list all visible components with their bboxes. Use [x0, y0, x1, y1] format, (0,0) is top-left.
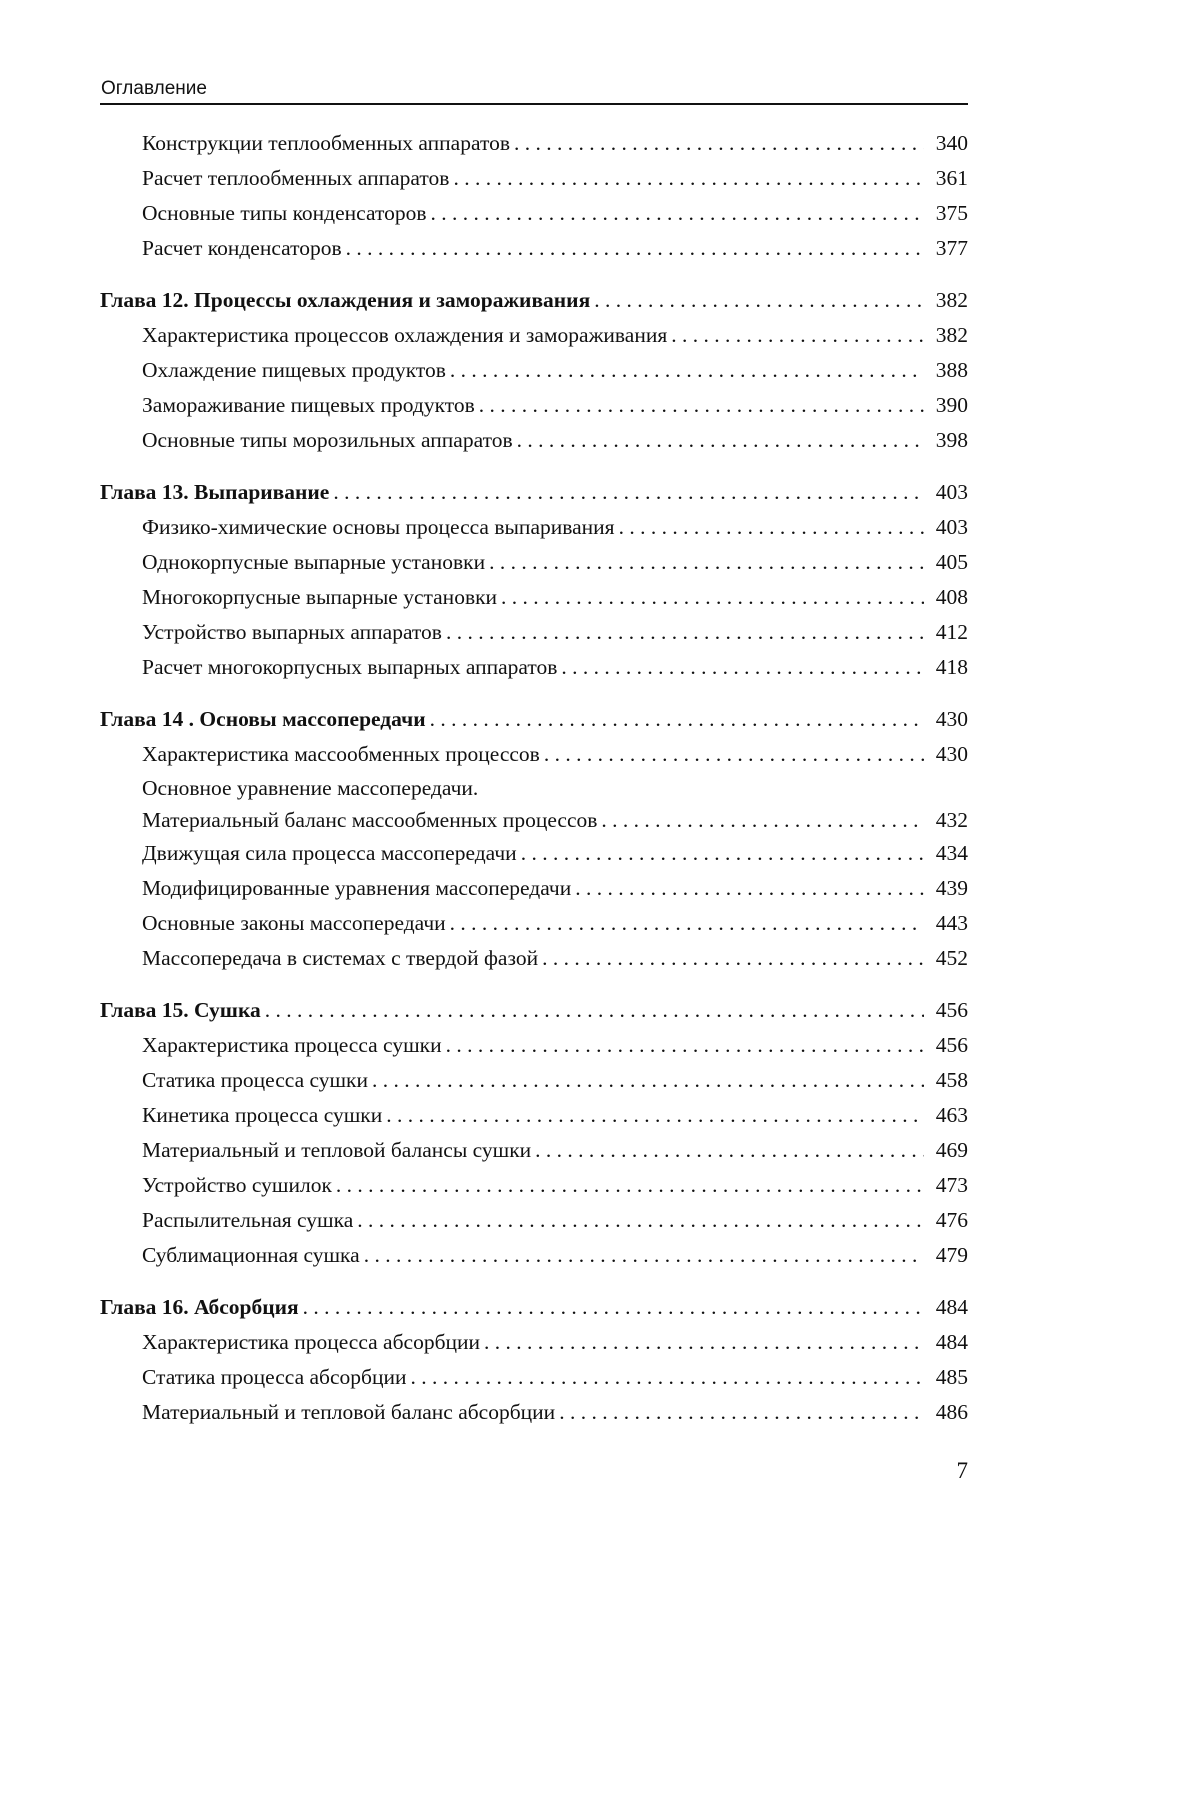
toc-entry-page: 398 — [935, 428, 968, 452]
toc-entry-title: Характеристика массообменных процессов — [142, 742, 540, 766]
toc-section-entry[interactable] — [100, 737, 968, 772]
dot-leader — [501, 580, 924, 615]
dot-leader — [542, 941, 924, 976]
toc-entry-title: Замораживание пищевых продуктов — [142, 393, 475, 417]
toc-entry-title: Движущая сила процесса массопередачи — [142, 841, 517, 865]
toc-entry-title: Характеристика процесса сушки — [142, 1033, 442, 1057]
toc-entry-title: Массопередача в системах с твердой фазой — [142, 946, 539, 970]
toc-entry-title: Расчет многокорпусных выпарных аппаратов — [142, 655, 558, 679]
toc-section-entry[interactable] — [100, 353, 968, 388]
dot-leader — [521, 836, 924, 871]
toc-entry-page: 439 — [935, 876, 968, 900]
dot-leader — [446, 615, 924, 650]
toc-entry-title: Кинетика процесса сушки — [142, 1103, 383, 1127]
dot-leader — [514, 126, 924, 161]
dot-leader — [386, 1098, 924, 1133]
toc-entry-page: 412 — [935, 620, 968, 644]
toc-entry-page: 485 — [935, 1365, 968, 1389]
dot-leader — [453, 161, 924, 196]
toc-entry-page: 456 — [935, 1033, 968, 1057]
toc-section-entry[interactable] — [100, 1063, 968, 1098]
toc-entry-page: 443 — [935, 911, 968, 935]
toc-entry-page: 382 — [935, 323, 968, 347]
toc-entry-page: 408 — [935, 585, 968, 609]
dot-leader — [346, 231, 924, 266]
toc-section-entry[interactable] — [100, 231, 968, 266]
dot-leader — [559, 1395, 924, 1430]
toc-entry-page: 469 — [935, 1138, 968, 1162]
toc-chapter-entry[interactable] — [100, 475, 968, 510]
toc-entry-page: 432 — [935, 808, 968, 832]
toc-section-entry[interactable] — [100, 1168, 968, 1203]
toc-entry-page: 434 — [935, 841, 968, 865]
dot-leader — [430, 196, 924, 231]
toc-entry-title: Физико-химические основы процесса выпаривания — [142, 515, 615, 539]
toc-entry-title: Материальный и тепловой баланс абсорбции — [142, 1400, 556, 1424]
dot-leader — [430, 702, 924, 737]
dot-leader — [446, 1028, 924, 1063]
toc-entry-page: 473 — [935, 1173, 968, 1197]
toc-entry-page: 484 — [935, 1295, 968, 1319]
toc-section-entry[interactable] — [100, 836, 968, 871]
toc-entry-page: 390 — [935, 393, 968, 417]
toc-entry-page: 486 — [935, 1400, 968, 1424]
dot-leader — [489, 545, 924, 580]
toc-section-entry[interactable] — [100, 161, 968, 196]
table-of-contents — [100, 126, 968, 1430]
dot-leader — [450, 353, 924, 388]
toc-entry-title: Характеристика процесса абсорбции — [142, 1330, 481, 1354]
toc-entry-page: 418 — [935, 655, 968, 679]
dot-leader — [333, 475, 924, 510]
toc-chapter-entry[interactable] — [100, 1290, 968, 1325]
toc-section-entry[interactable] — [100, 510, 968, 545]
toc-section-entry[interactable] — [100, 906, 968, 941]
toc-section-entry[interactable] — [100, 615, 968, 650]
toc-entry-page: 403 — [935, 480, 968, 504]
toc-entry-title-line: Основное уравнение массопередачи. — [142, 776, 479, 800]
toc-entry-title: Основные типы конденсаторов — [142, 201, 427, 225]
toc-entry-page: 456 — [935, 998, 968, 1022]
toc-section-entry[interactable] — [100, 388, 968, 423]
toc-entry-page: 375 — [935, 201, 968, 225]
toc-entry-title: Глава 13. Выпаривание — [100, 480, 330, 504]
running-head: Оглавление — [101, 78, 207, 99]
toc-entry-title: Статика процесса абсорбции — [142, 1365, 407, 1389]
toc-section-entry[interactable] — [100, 196, 968, 231]
toc-chapter-entry[interactable] — [100, 702, 968, 737]
toc-section-entry[interactable] — [100, 1238, 968, 1273]
toc-entry-title: Устройство выпарных аппаратов — [142, 620, 442, 644]
toc-section-entry[interactable] — [100, 1395, 968, 1430]
header-rule — [100, 103, 968, 105]
toc-section-entry[interactable] — [100, 1360, 968, 1395]
toc-entry-title: Характеристика процессов охлаждения и замораживания — [142, 323, 668, 347]
toc-entry-title: Расчет теплообменных аппаратов — [142, 166, 450, 190]
toc-entry-page: 405 — [935, 550, 968, 574]
toc-entry-page: 340 — [935, 131, 968, 155]
toc-section-entry[interactable] — [100, 126, 968, 161]
toc-section-entry[interactable] — [100, 423, 968, 458]
dot-leader — [561, 650, 924, 685]
dot-leader — [372, 1063, 924, 1098]
toc-entry-page: 377 — [935, 236, 968, 260]
toc-entry-page: 484 — [935, 1330, 968, 1354]
toc-entry-title: Основные законы массопередачи — [142, 911, 446, 935]
toc-entry-title: Конструкции теплообменных аппаратов — [142, 131, 510, 155]
page-number: 7 — [956, 1458, 968, 1483]
toc-entry-page: 361 — [935, 166, 968, 190]
toc-entry-title: Статика процесса сушки — [142, 1068, 369, 1092]
toc-entry-title: Глава 16. Абсорбция — [100, 1295, 299, 1319]
toc-entry-page: 476 — [935, 1208, 968, 1232]
toc-entry-page: 430 — [935, 742, 968, 766]
toc-entry-page: 382 — [935, 288, 968, 312]
toc-entry-page: 388 — [935, 358, 968, 382]
toc-entry-page: 452 — [935, 946, 968, 970]
dot-leader — [265, 993, 924, 1028]
dot-leader — [594, 283, 924, 318]
dot-leader — [303, 1290, 924, 1325]
toc-section-entry[interactable] — [100, 871, 968, 906]
dot-leader — [671, 318, 924, 353]
toc-entry-page: 458 — [935, 1068, 968, 1092]
toc-entry-title: Многокорпусные выпарные установки — [142, 585, 498, 609]
toc-entry-title: Глава 14 . Основы массопередачи — [100, 707, 426, 731]
toc-section-entry[interactable] — [100, 1098, 968, 1133]
toc-entry-title: Устройство сушилок — [142, 1173, 332, 1197]
dot-leader — [575, 871, 924, 906]
dot-leader — [479, 388, 924, 423]
dot-leader — [484, 1325, 924, 1360]
dot-leader — [619, 510, 924, 545]
dot-leader — [410, 1360, 924, 1395]
toc-entry-title: Распылительная сушка — [142, 1208, 354, 1232]
toc-entry-title: Расчет конденсаторов — [142, 236, 342, 260]
toc-entry-title: Глава 12. Процессы охлаждения и замораживания — [100, 288, 591, 312]
toc-entry-page: 430 — [935, 707, 968, 731]
toc-section-entry[interactable] — [100, 1028, 968, 1063]
toc-entry-title: Охлаждение пищевых продуктов — [142, 358, 446, 382]
toc-chapter-entry[interactable] — [100, 993, 968, 1028]
dot-leader — [517, 423, 924, 458]
dot-leader — [544, 737, 924, 772]
toc-entry-title: Основные типы морозильных аппаратов — [142, 428, 513, 452]
toc-section-entry[interactable] — [100, 545, 968, 580]
dot-leader — [601, 804, 924, 836]
dot-leader — [357, 1203, 924, 1238]
toc-section-entry[interactable] — [100, 941, 968, 976]
toc-entry-page: 463 — [935, 1103, 968, 1127]
dot-leader — [336, 1168, 924, 1203]
toc-section-entry[interactable] — [100, 318, 968, 353]
toc-entry-title: Модифицированные уравнения массопередачи — [142, 876, 572, 900]
dot-leader — [364, 1238, 924, 1273]
toc-entry-title: Сублимационная сушка — [142, 1243, 360, 1267]
toc-section-entry[interactable] — [100, 650, 968, 685]
toc-entry-page: 479 — [935, 1243, 968, 1267]
toc-section-entry[interactable] — [100, 1203, 968, 1238]
dot-leader — [450, 906, 924, 941]
toc-section-entry[interactable] — [100, 580, 968, 615]
toc-entry-title: Однокорпусные выпарные установки — [142, 550, 486, 574]
toc-entry-title: Материальный и тепловой балансы сушки — [142, 1138, 532, 1162]
toc-entry-page: 403 — [935, 515, 968, 539]
toc-section-entry[interactable] — [100, 1133, 968, 1168]
toc-section-entry[interactable] — [100, 1325, 968, 1360]
toc-entry-title: Глава 15. Сушка — [100, 998, 261, 1022]
dot-leader — [535, 1133, 924, 1168]
toc-entry-title: Материальный баланс массообменных процессов — [142, 808, 598, 832]
toc-chapter-entry[interactable] — [100, 283, 968, 318]
toc-section-entry[interactable] — [100, 772, 968, 836]
